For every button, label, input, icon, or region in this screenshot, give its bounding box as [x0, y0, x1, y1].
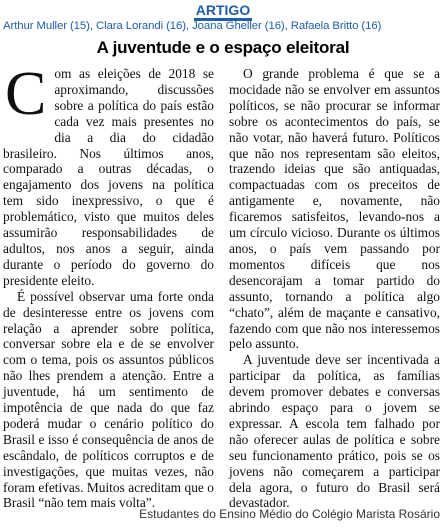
article-column-right	[229, 66, 440, 511]
section-tag	[0, 2, 446, 21]
author-affiliation: Estudantes do Ensino Médio do Colégio Marista Rosário	[139, 507, 440, 521]
paragraph-1	[3, 60, 214, 289]
article-column-left	[3, 60, 214, 511]
drop-cap: C	[5, 60, 47, 128]
paragraph-2: É possível observar uma forte onda de desinteresse entre os jovens com relação a aprender sobre política, conversar sobre ela e de se envolver com o tema, pois os assuntos públicos não lhes prendem a atenção. Entre a juventude, há um sentimento de impotência de que nada do que faz poderá mudar o cenário político do Brasil e isso é consequência de anos de escândalo, de políticos corruptos e de investigações, que muitas vezes, não foram efetivas. Muitos acreditam que o Brasil “não tem mais volta”.	[3, 288, 214, 511]
section-tag-label: ARTIGO	[194, 3, 252, 21]
paragraph-1-text: om as eleições de 2018 se aproximando, discussões sobre a política do país estão cada vez mais presentes no dia a dia do cidadão brasileiro. Nos últimos anos, comparado a outras décadas, o engajamento dos jovens na política tem sido inexpressivo, o que é problemático, visto que muitos deles assumirão responsabilidades de adultos, nos anos a seguir, ainda durante o período do governo do presidente eleito.	[3, 66, 214, 288]
paragraph-4: A juventude deve ser incentivada a participar da política, as famílias devem promover debates e conversas abrindo espaço para o jovem se expressar. A escola tem falhado por não oferecer aulas de política e sobre seu funcionamento prático, pois se os jovens não começarem a participar dela agora, o futuro do Brasil será devastador.	[229, 352, 440, 511]
paragraph-3: O grande problema é que se a mocidade não se envolver em assuntos políticos, se não procurar se informar sobre os acontecimentos do país, se não votar, não haverá futuro. Políticos que não nos representam são eleitos, trazendo ideias que são antiquadas, compactuadas com os preceitos de antigamente e, novamente, não ficaremos satisfeitos, levando-nos a um círculo vicioso. Durante os últimos anos, o país vem passando por momentos difíceis que nos desencorajam a tomar partido do assunto, tornando a política algo “chato”, além de maçante e cansativo, fazendo com que não nos interessemos pelo assunto.	[229, 66, 440, 352]
author-byline: Arthur Muller (15), Clara Lorandi (16), Joana Gheller (16), Rafaela Britto (16)	[3, 20, 382, 32]
article-title: A juventude e o espaço eleitoral	[96, 38, 350, 57]
